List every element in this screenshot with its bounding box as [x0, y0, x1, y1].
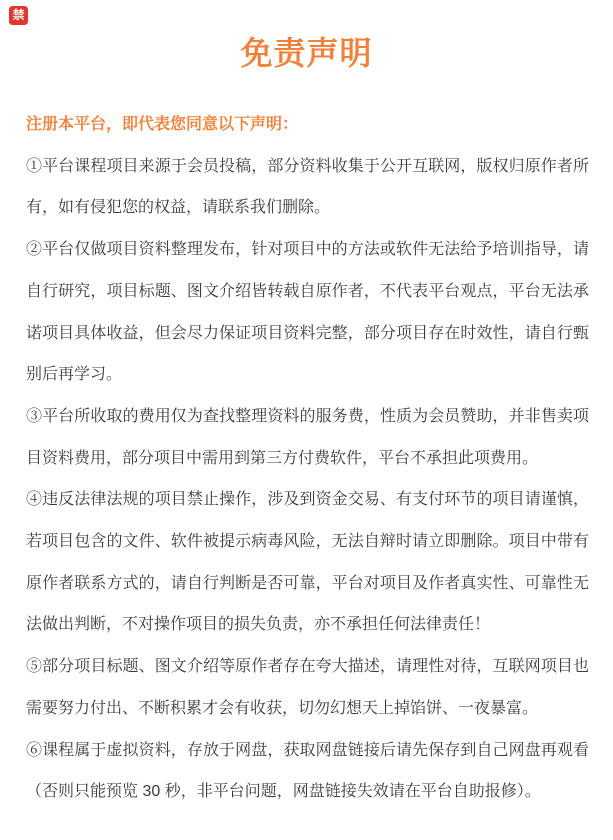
page-title: 免责声明: [240, 35, 373, 71]
disclaimer-paragraph-2: [26, 229, 589, 396]
paragraph-line: 需要努力付出、不断积累才会有收获，切勿幻想天上掉馅饼、一夜暴富。: [26, 699, 539, 717]
paragraph-line: ④违反法律法规的项目禁止操作，涉及到资金交易、有支付环节的项目请谨慎，: [26, 491, 589, 509]
disclaimer-paragraph-6: [26, 730, 589, 813]
paragraph-line: 诺项目具体收益，但会尽力保证项目资料完整，部分项目存在时效性，请自行甄: [26, 324, 589, 342]
paragraph-line: 法做出判断，不对操作项目的损失负责，亦不承担任何法律责任！: [26, 616, 491, 634]
disclaimer-paragraph-4: [26, 479, 589, 646]
paragraph-line: 有，如有侵犯您的权益，请联系我们删除。: [26, 199, 331, 217]
intro-paragraph: [26, 104, 589, 146]
paragraph-line: 若项目包含的文件、软件被提示病毒风险，无法自辩时请立即删除。项目中带有: [26, 533, 589, 551]
intro-statement: 注册本平台，即代表您同意以下声明：: [26, 116, 299, 133]
prohibited-emoji-icon: 禁: [9, 6, 28, 25]
paragraph-line: 原作者联系方式的，请自行判断是否可靠，平台对项目及作者真实性、可靠性无: [26, 574, 589, 592]
paragraph-line: ⑤部分项目标题、图文介绍等原作者存在夸大描述，请理性对待，互联网项目也: [26, 658, 589, 676]
disclaimer-paragraph-1: [26, 146, 589, 229]
paragraph-line: ①平台课程项目来源于会员投稿，部分资料收集于公开互联网，版权归原作者所: [26, 157, 589, 175]
paragraph-line: ②平台仅做项目资料整理发布，针对项目中的方法或软件无法给予培训指导，请: [26, 241, 589, 259]
paragraph-line: 别后再学习。: [26, 366, 123, 384]
paragraph-line: 自行研究，项目标题、图文介绍皆转载自原作者，不代表平台观点，平台无法承: [26, 282, 589, 300]
disclaimer-body: [26, 104, 589, 813]
paragraph-line: 目资料费用，部分项目中需用到第三方付费软件，平台不承担此项费用。: [26, 449, 539, 467]
paragraph-line: （否则只能预览 30 秒，非平台问题，网盘链接失效请在平台自助报修）。: [26, 783, 541, 801]
disclaimer-paragraph-5: [26, 646, 589, 729]
paragraph-line: ⑥课程属于虚拟资料，存放于网盘，获取网盘链接后请先保存到自己网盘再观看: [26, 741, 589, 759]
disclaimer-paragraph-3: [26, 396, 589, 479]
paragraph-line: ③平台所收取的费用仅为查找整理资料的服务费，性质为会员赞助，并非售卖项: [26, 407, 589, 425]
